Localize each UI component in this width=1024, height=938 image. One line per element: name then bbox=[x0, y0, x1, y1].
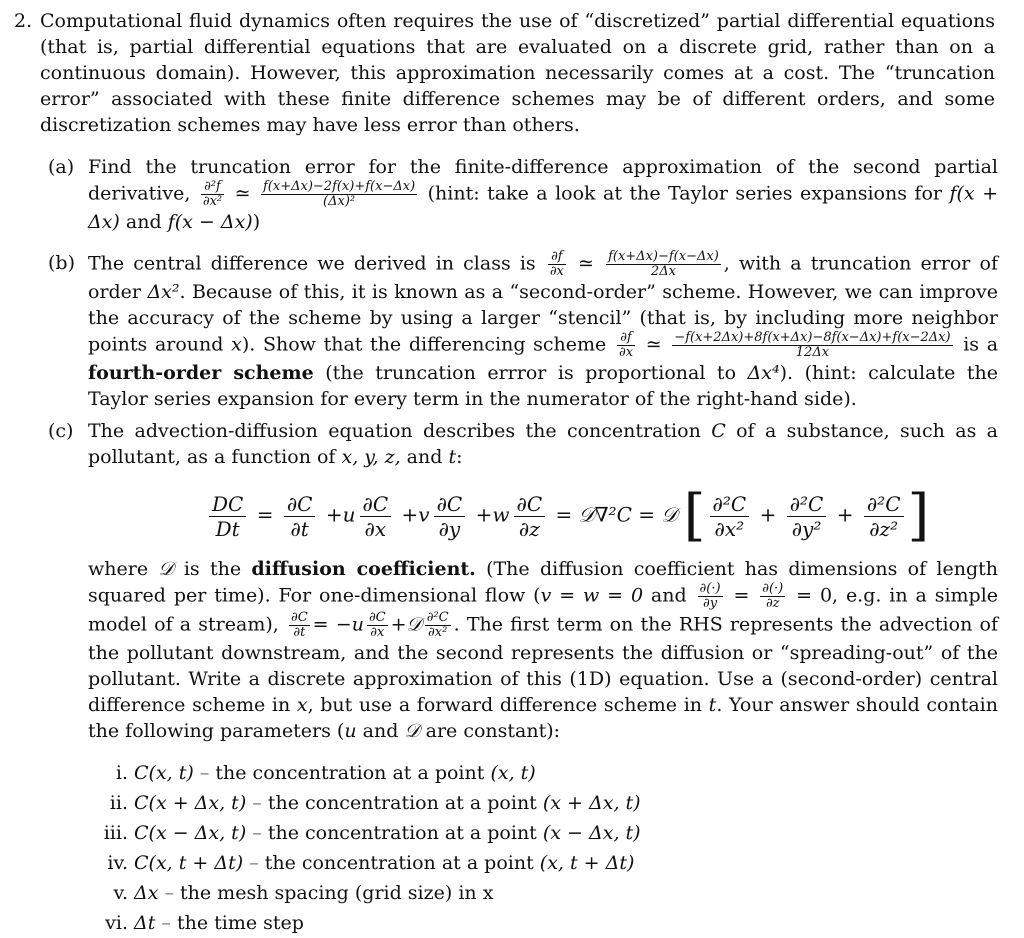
list-math: C(x + Δx, t) bbox=[134, 792, 247, 814]
eq-dz: ∂z bbox=[518, 516, 540, 541]
list-desc: the mesh spacing (grid size) in x bbox=[180, 882, 494, 904]
list-desc: the time step bbox=[176, 912, 304, 934]
b-c-den: 2Δx bbox=[650, 264, 676, 279]
lhs-num: ∂²f bbox=[201, 180, 224, 195]
approx-sign: ≃ bbox=[234, 182, 251, 205]
eq-dx2: ∂x² bbox=[714, 516, 745, 541]
part-a-text1: Find the truncation error for the finite-difference approximation of the second partial derivative, bbox=[88, 156, 998, 205]
eq-equals: = bbox=[256, 502, 274, 527]
py-den: ∂y bbox=[703, 596, 718, 611]
e-dCdt bbox=[289, 611, 310, 640]
eq-plus2: + bbox=[401, 502, 419, 527]
rhs-num: f(x+Δx)−2f(x)+f(x−Δx) bbox=[263, 179, 416, 194]
part-a-rhs-fraction bbox=[261, 180, 417, 209]
e-dt: ∂t bbox=[293, 625, 306, 640]
part-b-text7: ). (hint: calculate the Taylor series expansion for every term in the numerator of the right-hand side). bbox=[88, 362, 998, 410]
list-desc: the concentration at a point bbox=[267, 822, 537, 844]
question-number: 2. bbox=[14, 10, 33, 32]
part-a bbox=[48, 154, 998, 235]
part-b-deriv2 bbox=[617, 331, 635, 360]
part-c-text1: The advection-diffusion equation describes the concentration bbox=[88, 420, 701, 442]
part-c-vw: v = w = 0 bbox=[540, 584, 644, 607]
part-c-vars: x, y, z, bbox=[341, 446, 401, 468]
e-dC1: ∂C bbox=[291, 610, 308, 625]
eq-right-bracket: ] bbox=[907, 483, 930, 548]
list-num: ii. bbox=[109, 792, 128, 814]
part-c-label: (c) bbox=[48, 420, 74, 442]
eq-plus3: + bbox=[475, 502, 493, 527]
part-c-eqsign: = bbox=[733, 584, 750, 607]
part-c-D2: 𝒟 bbox=[404, 720, 420, 742]
part-b-text4: ). Show that the differencing scheme bbox=[241, 333, 607, 356]
part-c-and: and bbox=[406, 446, 443, 468]
list-dash: – bbox=[161, 912, 171, 934]
eq-dC1: ∂C bbox=[284, 492, 316, 517]
part-c-text6: and bbox=[650, 584, 687, 607]
eq-DCDt bbox=[209, 492, 246, 541]
list-item bbox=[90, 788, 641, 818]
eq-dCdx bbox=[360, 492, 392, 541]
list-point: (x, t + Δt) bbox=[539, 852, 635, 874]
part-c-text5: (The diffusion coefficient has dimensions of length squared per time). For one-dimensional flow ( bbox=[88, 558, 998, 607]
parameter-list bbox=[90, 758, 641, 938]
eq-dz2: ∂z² bbox=[869, 516, 899, 541]
part-b-text6: (the truncation errror is proportional to bbox=[325, 362, 737, 384]
eq-d2C1: ∂²C bbox=[710, 492, 750, 517]
pz-num: ∂(·) bbox=[762, 581, 784, 596]
list-item bbox=[90, 848, 641, 878]
b-c-num: f(x+Δx)−f(x−Δx) bbox=[608, 249, 719, 264]
part-c-text2: of a substance, such as a pollutant, as a function of bbox=[88, 420, 999, 468]
part-c-text10: are constant): bbox=[425, 720, 561, 742]
eq-left-bracket: [ bbox=[683, 483, 706, 548]
part-c-continued bbox=[48, 556, 998, 744]
part-c-x: x bbox=[296, 694, 308, 716]
lhs-den: ∂x² bbox=[202, 194, 223, 209]
eq-d2Cdy2 bbox=[787, 492, 827, 541]
part-a-lhs-fraction bbox=[201, 180, 224, 209]
e-dC2: ∂C bbox=[368, 610, 386, 625]
part-c-zero: = 0, e.g. in a simple model of a stream), bbox=[88, 584, 999, 636]
b-d-num: ∂f bbox=[548, 250, 566, 265]
eq-dt: ∂t bbox=[290, 516, 309, 541]
list-point: (x, t) bbox=[490, 762, 536, 784]
list-desc: the concentration at a point bbox=[267, 792, 537, 814]
eq-laplacian: = 𝒟∇²C = 𝒟 bbox=[555, 502, 678, 527]
part-c-and2: and bbox=[362, 720, 399, 742]
eq-dCdt bbox=[284, 492, 316, 541]
eq-d2C2: ∂²C bbox=[787, 492, 827, 517]
part-b-order4: Δx⁴ bbox=[747, 362, 780, 384]
list-math: Δt bbox=[134, 912, 156, 934]
eq-d2C3: ∂²C bbox=[864, 492, 904, 517]
part-c-text7: . The first term on the RHS represents the advection of the pollutant downstream, and the second represents the diffusion or “spreading-out” of the pollutant. Write a discrete approximation of this (1D) equation. Use a (second-order) central difference scheme in bbox=[88, 613, 998, 716]
e-plus-D: +𝒟 bbox=[390, 613, 422, 636]
eq-dCdy bbox=[434, 492, 466, 541]
b-f-den: 12Δx bbox=[795, 345, 830, 360]
part-b-label: (b) bbox=[48, 252, 75, 274]
part-a-text bbox=[88, 154, 998, 235]
e-d2Cdx2 bbox=[425, 611, 451, 640]
part-c-text3: where bbox=[88, 558, 149, 580]
list-point: (x + Δx, t) bbox=[542, 792, 641, 814]
list-dash: – bbox=[249, 852, 259, 874]
e-dx: ∂x bbox=[370, 625, 385, 640]
approx-sign-b: ≃ bbox=[578, 252, 594, 275]
b-d2-num: ∂f bbox=[617, 331, 635, 346]
list-math: C(x, t) bbox=[134, 762, 194, 784]
list-num: i. bbox=[115, 762, 128, 784]
list-num: iii. bbox=[103, 822, 128, 844]
part-b-order2: Δx² bbox=[147, 281, 180, 303]
part-a-close: ) bbox=[252, 211, 261, 233]
part-c-text9: . Your answer should contain the following parameters ( bbox=[88, 694, 998, 742]
part-a-and: and bbox=[125, 211, 162, 233]
list-math: Δx bbox=[134, 882, 159, 904]
b-f-num: −f(x+2Δx)+8f(x+Δx)−8f(x−Δx)+f(x−2Δx) bbox=[674, 330, 951, 345]
part-b-text3: . Because of this, it is known as a “second-order” scheme. However, we can improve the accuracy of the scheme by using a larger “stencil” (that is, by including more neighbor points around bbox=[88, 281, 998, 356]
part-c-D: 𝒟 bbox=[158, 558, 174, 580]
eq-dC3: ∂C bbox=[434, 492, 466, 517]
part-b bbox=[48, 250, 998, 412]
list-dash: – bbox=[199, 762, 210, 784]
part-a-hint: (hint: take a look at the Taylor series expansions for bbox=[427, 182, 942, 205]
eq-w: w bbox=[492, 502, 510, 527]
part-b-central-fraction bbox=[606, 250, 721, 279]
part-c-bold: diffusion coefficient. bbox=[251, 558, 476, 580]
eq-dC4: ∂C bbox=[514, 492, 546, 517]
list-item bbox=[90, 908, 641, 938]
part-b-x: x bbox=[231, 333, 242, 356]
list-item bbox=[90, 758, 641, 788]
list-dash: – bbox=[252, 822, 262, 844]
part-b-text5: is a bbox=[963, 333, 999, 356]
list-math: C(x, t + Δt) bbox=[134, 852, 244, 874]
part-c-colon: : bbox=[456, 446, 463, 468]
part-a-math2: f(x − Δx) bbox=[167, 211, 253, 233]
eq-dy2: ∂y² bbox=[791, 516, 822, 541]
e-dx2: ∂x² bbox=[428, 625, 448, 640]
list-dash: – bbox=[164, 882, 174, 904]
part-b-text1: The central difference we derived in class is bbox=[88, 252, 536, 275]
eq-plus5: + bbox=[836, 502, 854, 527]
part-a-label: (a) bbox=[48, 156, 75, 178]
part-c-text8: , but use a forward difference scheme in bbox=[307, 694, 703, 716]
eq-v: v bbox=[418, 502, 430, 527]
part-c-t: t bbox=[448, 446, 457, 468]
list-desc: the concentration at a point bbox=[215, 762, 485, 784]
pz-den: ∂z bbox=[765, 596, 780, 611]
part-b-deriv bbox=[548, 250, 566, 279]
part-c-text-2 bbox=[88, 556, 998, 744]
part-b-fourth-fraction bbox=[672, 331, 952, 360]
list-item bbox=[90, 818, 641, 848]
list-item bbox=[90, 878, 641, 908]
rhs-den: (Δx)² bbox=[323, 194, 356, 209]
partial-y-fraction bbox=[698, 582, 723, 611]
eq-plus4: + bbox=[759, 502, 777, 527]
e-dCdx bbox=[367, 611, 388, 640]
b-d2-den: ∂x bbox=[618, 345, 634, 360]
part-c-u: u bbox=[344, 720, 357, 742]
list-desc: the concentration at a point bbox=[264, 852, 534, 874]
part-b-bold: fourth-order scheme bbox=[88, 362, 314, 384]
list-point: (x − Δx, t) bbox=[542, 822, 641, 844]
eq-d2Cdz2 bbox=[864, 492, 904, 541]
py-num: ∂(·) bbox=[699, 581, 721, 596]
b-d-den: ∂x bbox=[549, 264, 564, 279]
part-c-text4: is the bbox=[183, 558, 242, 580]
eq-dx: ∂x bbox=[364, 516, 387, 541]
eq-dCdz bbox=[514, 492, 546, 541]
list-math: C(x − Δx, t) bbox=[134, 822, 247, 844]
part-b-text bbox=[88, 250, 998, 412]
eq-plus1: + bbox=[325, 502, 343, 527]
part-c-text bbox=[88, 418, 998, 470]
e-minus-u: = −u bbox=[312, 613, 364, 636]
part-c-C: C bbox=[711, 420, 726, 442]
eq-dy: ∂y bbox=[438, 516, 461, 541]
eq-Dt: Dt bbox=[215, 516, 240, 541]
eq-d2Cdx2 bbox=[710, 492, 750, 541]
intro-paragraph: Computational fluid dynamics often requires the use of “discretized” partial differential equations (that is, partial differential equations that are evaluated on a discrete grid, rather than on a continuous domain). However, this approximation necessarily comes at a cost. The “truncation error” associated with these finite difference schemes may be of different orders, and some discretization schemes may have less error than others. bbox=[40, 10, 995, 136]
list-dash: – bbox=[252, 792, 262, 814]
partial-z-fraction bbox=[760, 582, 785, 611]
list-num: iv. bbox=[107, 852, 128, 874]
e-d2C: ∂²C bbox=[426, 610, 449, 625]
part-c bbox=[48, 418, 998, 470]
part-c-t2: t bbox=[708, 694, 717, 716]
eq-dC2: ∂C bbox=[360, 492, 392, 517]
part-b-text2: , with a truncation error of order bbox=[88, 252, 998, 303]
part-a-math1: f(x + Δx) bbox=[88, 182, 999, 233]
eq-u: u bbox=[342, 502, 356, 527]
eq-DC: DC bbox=[209, 492, 246, 517]
advection-diffusion-equation bbox=[205, 483, 930, 548]
approx-sign-b2: ≃ bbox=[645, 333, 662, 356]
list-num: v. bbox=[113, 882, 128, 904]
list-num: vi. bbox=[105, 912, 128, 934]
